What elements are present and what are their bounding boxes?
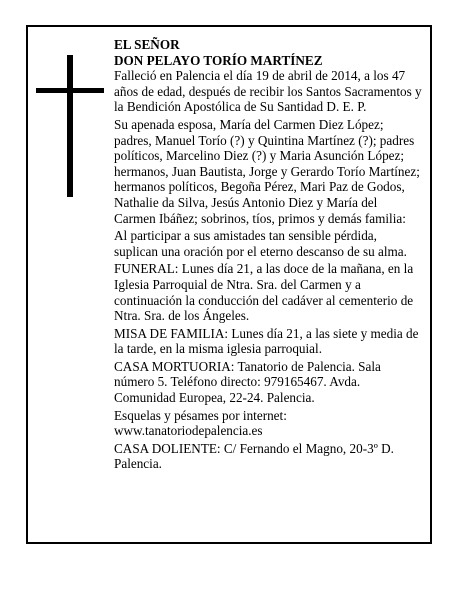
death-announcement: Falleció en Palencia el día 19 de abril de 2014, a los 47 años de edad, después de recibir los Santos Sacramentos y la Bendición Apostólica de Su Santidad D. E. P. [114,68,422,115]
deceased-name: DON PELAYO TORÍO MARTÍNEZ [114,52,323,68]
obituary-text [114,37,422,472]
family-mass-info: MISA DE FAMILIA: Lunes día 21, a las siete y media de la tarde, en la misma iglesia parroquial. [114,325,419,357]
family-list: Su apenada esposa, María del Carmen Diez López; padres, Manuel Torío (?) y Quintina Martínez (?); padres políticos, Marcelino Diez (?) y Maria Asunción López; hermanos, Juan Bautista, Jorge y Gerardo Torío Martínez; hermanos políticos, Begoña Pérez, Mari Paz de Godos, Nathalie da Silva, Jesús Antonio Diez y María del Carmen Ibáñez; sobrinos, tíos, primos y demás familia: [114,116,420,226]
internet-condolences: Esquelas y pésames por internet: www.tanatoriodepalencia.es [114,407,287,439]
prayer-request: Al participar a sus amistades tan sensible pérdida, suplican una oración por el eterno descanso de su alma. [114,228,407,259]
cross-icon [36,55,104,197]
funeral-info: FUNERAL: Lunes día 21, a las doce de la mañana, en la Iglesia Parroquial de Ntra. Sra. del Carmen y a continuación la conducción del cadáver al cementerio de Ntra. Sra. de los Ángeles. [114,261,414,324]
deceased-title: EL SEÑOR [114,37,180,52]
mourning-house-info: CASA DOLIENTE: C/ Fernando el Magno, 20-3º D. Palencia. [114,440,394,472]
funeral-home-info: CASA MORTUORIA: Tanatorio de Palencia. Sala número 5. Teléfono directo: 979165467. Avda. Comunidad Europea, 22-24. Palencia. [114,358,381,406]
